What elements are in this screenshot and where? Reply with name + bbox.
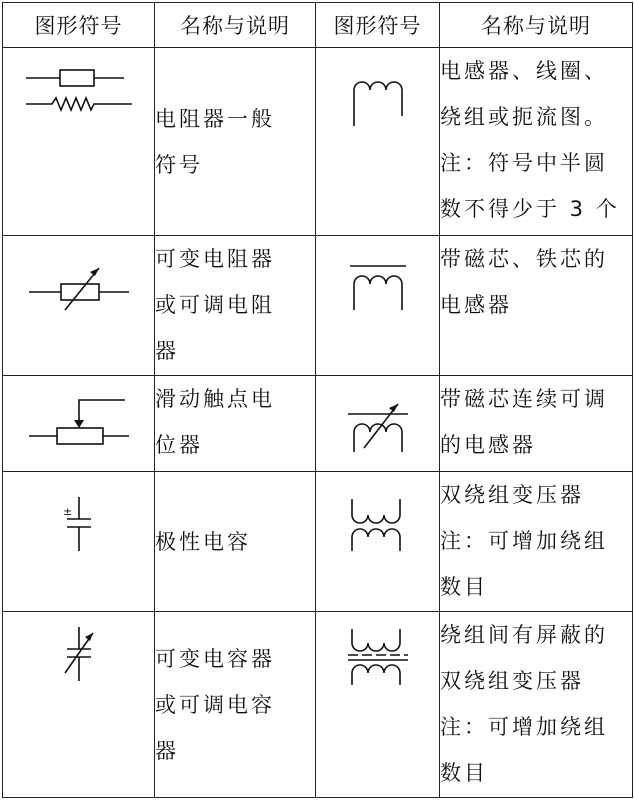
transformer-symbol-cell bbox=[316, 472, 440, 612]
variable-capacitor-symbol-cell bbox=[3, 612, 155, 798]
resistor-symbol-cell bbox=[3, 48, 155, 236]
core-inductor-icon bbox=[348, 262, 408, 318]
header-description-2: 名称与说明 bbox=[440, 3, 633, 48]
transformer-icon bbox=[346, 497, 410, 553]
svg-text:±: ± bbox=[62, 504, 72, 518]
core-inductor-symbol-cell bbox=[316, 236, 440, 376]
adjustable-core-inductor-description: 带磁芯连续可调 的电感器 bbox=[440, 376, 633, 472]
header-row bbox=[3, 3, 633, 48]
header-description-1: 名称与说明 bbox=[155, 3, 316, 48]
header-symbol-1: 图形符号 bbox=[3, 3, 155, 48]
inductor-description: 电感器、线圈、 绕组或扼流图。 注：符号中半圆 数不得少于 3 个 bbox=[440, 48, 633, 236]
potentiometer-description: 滑动触点电 位器 bbox=[155, 376, 316, 472]
polar-capacitor-icon bbox=[59, 495, 99, 555]
variable-resistor-description: 可变电阻器 或可调电阻 器 bbox=[155, 236, 316, 376]
resistor-description: 电阻器一般 符号 bbox=[155, 48, 316, 236]
inductor-icon bbox=[348, 72, 408, 128]
variable-capacitor-description: 可变电容器 或可调电容 器 bbox=[155, 612, 316, 798]
table-row bbox=[3, 236, 633, 376]
variable-resistor-symbol-cell bbox=[3, 236, 155, 376]
potentiometer-icon bbox=[27, 396, 131, 456]
variable-resistor-icon bbox=[27, 258, 131, 318]
shielded-transformer-symbol-cell bbox=[316, 612, 440, 798]
shielded-transformer-description: 绕组间有屏蔽的 双绕组变压器 注：可增加绕组 数目 bbox=[440, 612, 633, 798]
transformer-description: 双绕组变压器 注：可增加绕组 数目 bbox=[440, 472, 633, 612]
symbol-table bbox=[2, 2, 633, 798]
core-inductor-description: 带磁芯、铁芯的 电感器 bbox=[440, 236, 633, 376]
inductor-symbol-cell bbox=[316, 48, 440, 236]
table-row bbox=[3, 48, 633, 236]
adjustable-core-inductor-icon bbox=[346, 396, 410, 456]
shielded-transformer-icon bbox=[346, 627, 410, 687]
variable-capacitor-icon bbox=[57, 625, 101, 685]
potentiometer-symbol-cell bbox=[3, 376, 155, 472]
header-symbol-2: 图形符号 bbox=[316, 3, 440, 48]
table-row bbox=[3, 376, 633, 472]
adjustable-core-inductor-symbol-cell bbox=[316, 376, 440, 472]
resistor-icon bbox=[24, 64, 134, 124]
polar-capacitor-description: 极性电容 bbox=[155, 472, 316, 612]
table-row bbox=[3, 472, 633, 612]
table-row bbox=[3, 612, 633, 798]
polar-capacitor-symbol-cell bbox=[3, 472, 155, 612]
